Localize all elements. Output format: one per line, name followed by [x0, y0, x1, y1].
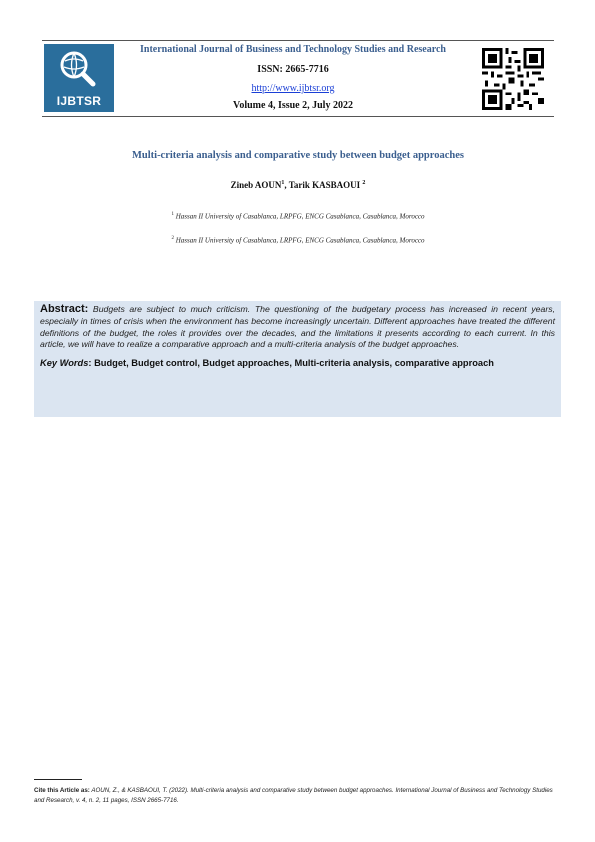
- citation-footnote: [34, 786, 561, 805]
- affiliation-number: 1: [171, 212, 174, 217]
- affiliation-text: Hassan II University of Casablanca, LRPFG, ENCG Casablanca, Casablanca, Morocco: [175, 236, 425, 245]
- qr-code-icon: [482, 48, 544, 110]
- abstract-label: Abstract:: [40, 303, 89, 315]
- keywords-paragraph: [40, 357, 555, 369]
- author-name: Tarik KASBAOUI: [288, 180, 361, 190]
- affiliation: [42, 212, 554, 220]
- author-separator: ,: [284, 180, 289, 190]
- paper-title: Multi-criteria analysis and comparative study between budget approaches: [131, 150, 464, 161]
- header-bottom-rule: [42, 116, 554, 117]
- author-superscript: 2: [362, 180, 366, 186]
- affiliation-text: Hassan II University of Casablanca, LRPFG, ENCG Casablanca, Casablanca, Morocco: [175, 212, 425, 221]
- globe-magnifier-icon: [58, 49, 98, 89]
- authors: [42, 180, 554, 190]
- keywords-text: : Budget, Budget control, Budget approaches, Multi-criteria analysis, comparative approach: [88, 358, 494, 369]
- journal-website-link[interactable]: http://www.ijbtsr.org: [251, 83, 335, 94]
- journal-title: International Journal of Business and Technology Studies and Research: [140, 44, 446, 55]
- affiliation: [42, 236, 554, 244]
- citation-label: Cite this Article as:: [34, 787, 90, 794]
- keywords-label: Key Words: [40, 358, 89, 369]
- abstract-box: [34, 301, 561, 417]
- header-top-rule: [42, 40, 554, 41]
- citation-text: AOUN, Z., & KASBAOUI, T. (2022). Multi-criteria analysis and comparative study between budget approaches. International Journal of Business and Technology Studies and Research, v. 4, n. 2, 11 pages, ISSN 2665-7716.: [34, 787, 553, 804]
- journal-logo: [44, 44, 114, 112]
- issn: ISSN: 2665-7716: [257, 64, 329, 75]
- abstract-paragraph: [40, 304, 555, 351]
- volume-issue: Volume 4, Issue 2, July 2022: [233, 100, 353, 111]
- footnote-rule: [34, 779, 82, 780]
- affiliation-number: 2: [171, 236, 174, 241]
- author-superscript: 1: [281, 180, 285, 186]
- abstract-text: Budgets are subject to much criticism. The questioning of the budgetary process has increased in recent years, especially in times of crisis when the environment has become increasingly uncertain. Different approaches have treated the different definitions of the budget, the roles it provides over the decades, and the limitations it presents according to each current. In this article, we will have to realize a comparative approach and a multi-criteria analysis of the budget approaches.: [40, 304, 555, 350]
- author-name: Zineb AOUN: [230, 180, 282, 190]
- logo-text: IJBTSR: [56, 94, 102, 108]
